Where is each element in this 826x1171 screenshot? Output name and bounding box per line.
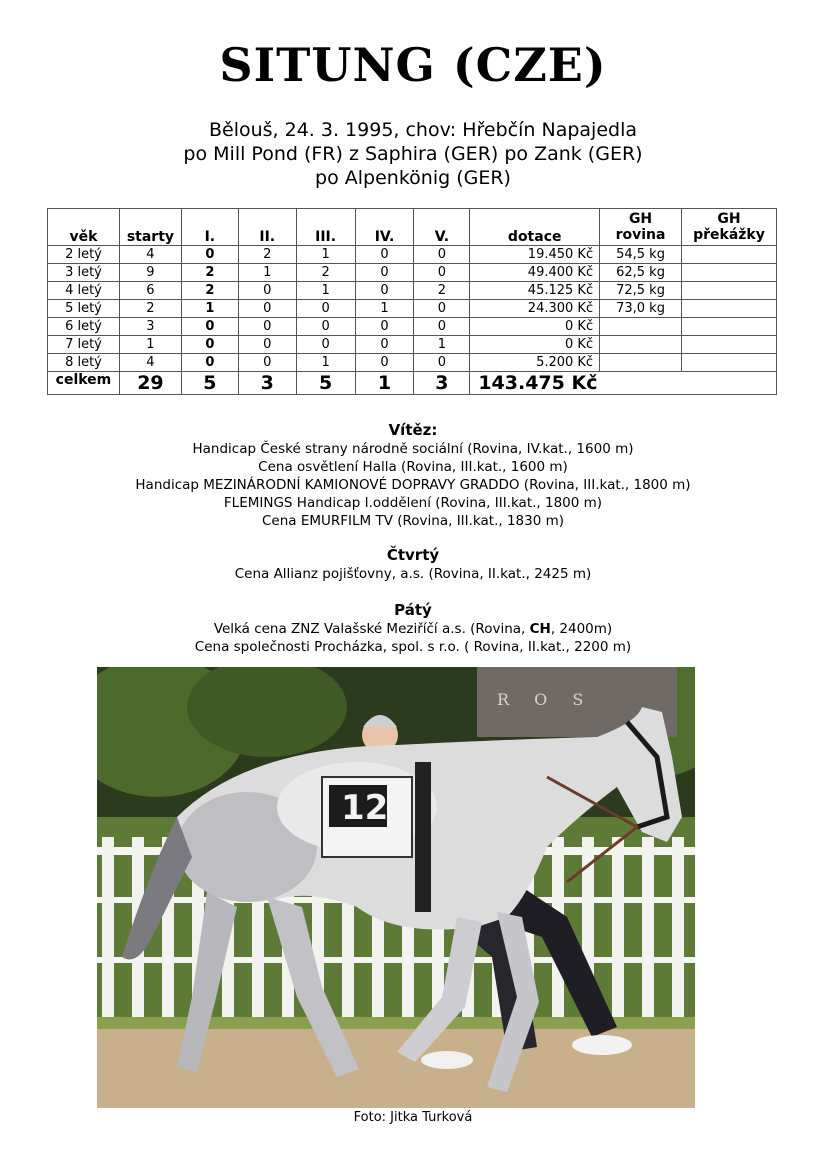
cell-gh-flat: 62,5 kg <box>600 264 682 282</box>
header-first: I. <box>181 209 238 246</box>
saddle-cloth-number: 12 <box>341 788 389 828</box>
list-item: Cena společnosti Procházka, spol. s r.o. ( Rovina, II.kat., 2200 m) <box>194 639 632 655</box>
cell-fifth: 2 <box>414 282 470 300</box>
cell-first: 2 <box>181 264 238 282</box>
race-category-bold: CH <box>529 621 551 637</box>
background-sign-text: R O S <box>497 690 594 709</box>
cell-age: 6 letý <box>48 318 120 336</box>
cell-age: 7 letý <box>48 336 120 354</box>
cell-gh-obstacles <box>682 246 777 264</box>
cell-prize-money: 0 Kč <box>470 336 600 354</box>
cell-prize-money: 19.450 Kč <box>470 246 600 264</box>
total-starts: 29 <box>119 372 181 395</box>
list-item: Cena Allianz pojišťovny, a.s. (Rovina, II.kat., 2425 m) <box>234 566 592 582</box>
fifth-place-heading: Pátý <box>394 601 432 619</box>
cell-fourth: 0 <box>355 264 414 282</box>
cell-fifth: 1 <box>414 336 470 354</box>
cell-gh-flat <box>600 354 682 372</box>
total-third: 5 <box>296 372 355 395</box>
cell-first: 1 <box>181 300 238 318</box>
race-text: , 2400m) <box>550 621 613 637</box>
cell-fourth: 0 <box>355 336 414 354</box>
cell-fifth: 0 <box>414 318 470 336</box>
list-item: Cena EMURFILM TV (Rovina, III.kat., 1830 m) <box>261 513 565 529</box>
horse-photo <box>97 667 695 1108</box>
cell-fifth: 0 <box>414 264 470 282</box>
table-row <box>48 264 777 282</box>
cell-prize-money: 45.125 Kč <box>470 282 600 300</box>
cell-starts: 6 <box>119 282 181 300</box>
list-item: Handicap MEZINÁRODNÍ KAMIONOVÉ DOPRAVY GRADDO (Rovina, III.kat., 1800 m) <box>135 477 691 493</box>
cell-second: 0 <box>238 336 296 354</box>
table-row <box>48 336 777 354</box>
cell-third: 1 <box>296 282 355 300</box>
header-starts: starty <box>119 209 181 246</box>
header-fifth: V. <box>414 209 470 246</box>
cell-fourth: 0 <box>355 282 414 300</box>
cell-first: 0 <box>181 318 238 336</box>
cell-starts: 4 <box>119 246 181 264</box>
cell-gh-obstacles <box>682 264 777 282</box>
table-row <box>48 246 777 264</box>
list-item: Handicap České strany národně sociální (Rovina, IV.kat., 1600 m) <box>192 441 634 457</box>
winner-heading: Vítěz: <box>388 421 438 439</box>
cell-fourth: 0 <box>355 354 414 372</box>
list-item: FLEMINGS Handicap I.oddělení (Rovina, III.kat., 1800 m) <box>223 495 603 511</box>
cell-first: 0 <box>181 354 238 372</box>
table-row <box>48 300 777 318</box>
cell-gh-flat: 54,5 kg <box>600 246 682 264</box>
total-fourth: 1 <box>355 372 414 395</box>
cell-gh-flat: 73,0 kg <box>600 300 682 318</box>
fourth-place-heading: Čtvrtý <box>386 546 440 564</box>
cell-second: 2 <box>238 246 296 264</box>
cell-age: 8 letý <box>48 354 120 372</box>
cell-age: 3 letý <box>48 264 120 282</box>
cell-starts: 3 <box>119 318 181 336</box>
table-total-row <box>48 372 777 395</box>
winner-section <box>0 421 826 530</box>
cell-gh-flat: 72,5 kg <box>600 282 682 300</box>
table-header-row <box>48 209 777 246</box>
cell-prize-money: 49.400 Kč <box>470 264 600 282</box>
cell-gh-obstacles <box>682 354 777 372</box>
header-second: II. <box>238 209 296 246</box>
cell-fourth: 0 <box>355 318 414 336</box>
fifth-place-section <box>0 601 826 656</box>
cell-starts: 1 <box>119 336 181 354</box>
total-second: 3 <box>238 372 296 395</box>
horse-info-line-1: Bělouš, 24. 3. 1995, chov: Hřebčín Napajedla <box>208 119 637 141</box>
table-row <box>48 318 777 336</box>
photo-caption: Foto: Jitka Turková <box>353 1110 473 1125</box>
cell-age: 2 letý <box>48 246 120 264</box>
total-fifth: 3 <box>414 372 470 395</box>
cell-second: 0 <box>238 282 296 300</box>
race-statistics-table <box>47 208 777 395</box>
header-third: III. <box>296 209 355 246</box>
cell-starts: 4 <box>119 354 181 372</box>
fourth-place-section <box>0 546 826 583</box>
cell-prize-money: 0 Kč <box>470 318 600 336</box>
total-label: celkem <box>48 372 120 395</box>
cell-age: 5 letý <box>48 300 120 318</box>
cell-second: 1 <box>238 264 296 282</box>
cell-prize-money: 5.200 Kč <box>470 354 600 372</box>
cell-gh-obstacles <box>682 318 777 336</box>
total-prize-money: 143.475 Kč <box>470 372 777 395</box>
header-fourth: IV. <box>355 209 414 246</box>
page-title: SITUNG (CZE) <box>219 38 607 92</box>
cell-gh-obstacles <box>682 282 777 300</box>
race-text: Velká cena ZNZ Valašské Meziříčí a.s. (Rovina, <box>213 621 530 637</box>
cell-second: 0 <box>238 300 296 318</box>
header-gh-obstacles: GH překážky <box>682 209 777 246</box>
cell-starts: 9 <box>119 264 181 282</box>
table-row <box>48 282 777 300</box>
cell-first: 2 <box>181 282 238 300</box>
cell-third: 1 <box>296 354 355 372</box>
cell-third: 1 <box>296 246 355 264</box>
cell-fourth: 0 <box>355 246 414 264</box>
list-item: Cena osvětlení Halla (Rovina, III.kat., 1600 m) <box>258 459 568 475</box>
cell-fourth: 1 <box>355 300 414 318</box>
cell-fifth: 0 <box>414 354 470 372</box>
cell-third: 2 <box>296 264 355 282</box>
horse-pedigree-line-2: po Alpenkönig (GER) <box>315 167 511 189</box>
cell-first: 0 <box>181 246 238 264</box>
cell-third: 0 <box>296 300 355 318</box>
total-first: 5 <box>181 372 238 395</box>
header-gh-flat: GH rovina <box>600 209 682 246</box>
cell-fifth: 0 <box>414 300 470 318</box>
cell-gh-flat <box>600 336 682 354</box>
list-item <box>0 620 826 638</box>
header-prize-money: dotace <box>470 209 600 246</box>
table-row <box>48 354 777 372</box>
cell-age: 4 letý <box>48 282 120 300</box>
cell-prize-money: 24.300 Kč <box>470 300 600 318</box>
cell-third: 0 <box>296 318 355 336</box>
cell-gh-obstacles <box>682 336 777 354</box>
cell-second: 0 <box>238 354 296 372</box>
horse-pedigree-line-1: po Mill Pond (FR) z Saphira (GER) po Zank (GER) <box>183 143 643 165</box>
cell-starts: 2 <box>119 300 181 318</box>
cell-second: 0 <box>238 318 296 336</box>
cell-gh-obstacles <box>682 300 777 318</box>
cell-third: 0 <box>296 336 355 354</box>
header-age: věk <box>48 209 120 246</box>
cell-gh-flat <box>600 318 682 336</box>
cell-first: 0 <box>181 336 238 354</box>
cell-fifth: 0 <box>414 246 470 264</box>
